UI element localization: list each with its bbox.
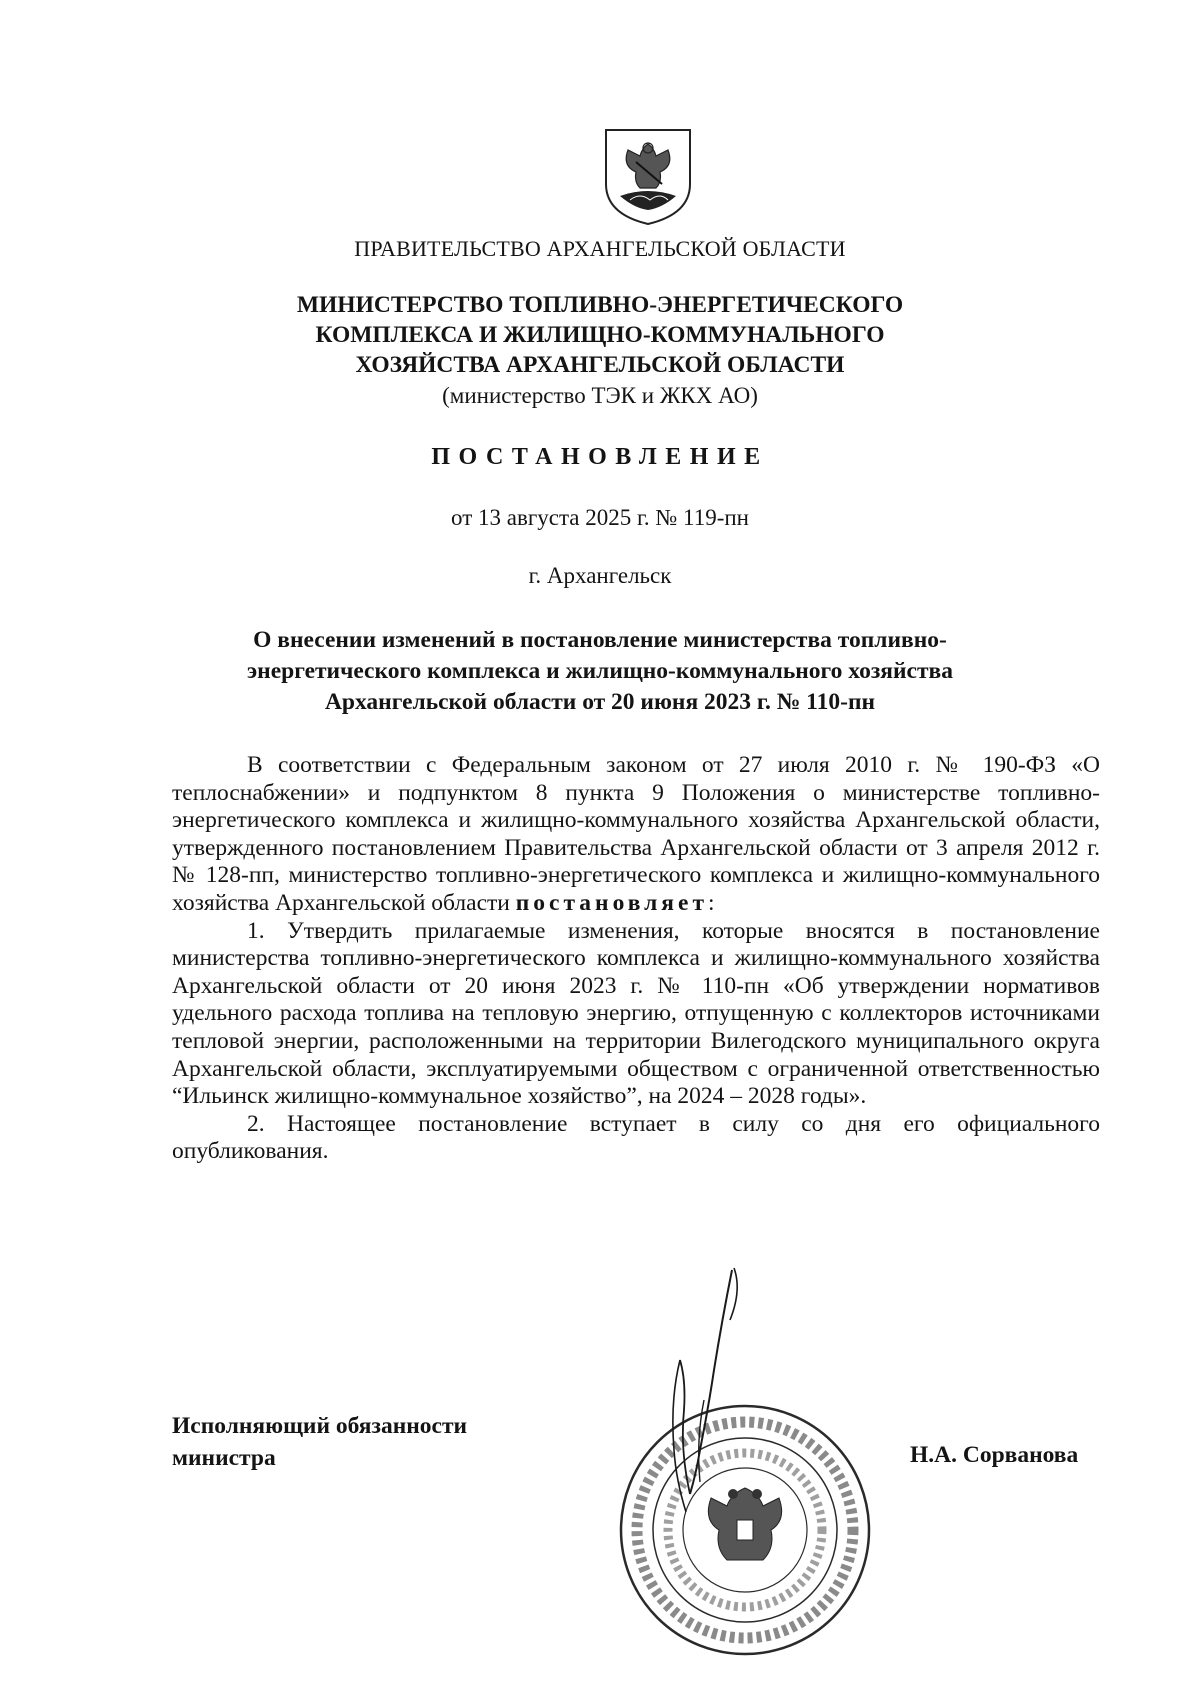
document-subject [0, 625, 1200, 718]
subject-line: Архангельской области от 20 июня 2023 г. № 110-пн [324, 689, 876, 715]
resolves-word: постановляет [515, 889, 708, 916]
document-city: г. Архангельск [528, 563, 672, 588]
signatory-name: Н.А. Сорванова [910, 1442, 1079, 1468]
signatory-position-line: Исполняющий обязанности [172, 1413, 468, 1439]
signatory-position-line: министра [172, 1445, 276, 1471]
document-body [172, 752, 1100, 1166]
government-name: ПРАВИТЕЛЬСТВО АРХАНГЕЛЬСКОЙ ОБЛАСТИ [354, 236, 846, 261]
ministry-name-line: КОМПЛЕКСА И ЖИЛИЩНО-КОММУНАЛЬНОГО [315, 322, 885, 348]
resolves-colon: : [708, 889, 715, 916]
handwritten-signature-icon [660, 1250, 770, 1550]
ministry-name-line: ХОЗЯЙСТВА АРХАНГЕЛЬСКОЙ ОБЛАСТИ [355, 352, 845, 378]
coat-of-arms-icon [600, 126, 696, 226]
preamble-paragraph [172, 752, 1100, 918]
subject-line: О внесении изменений в постановление министерства топливно- [253, 627, 947, 653]
document-date-number: от 13 августа 2025 г. № 119-пн [451, 505, 749, 530]
item-2-paragraph: 2. Настоящее постановление вступает в силу со дня его официального опубликования. [172, 1110, 1100, 1165]
signatory-position [172, 1410, 467, 1474]
ministry-name [0, 290, 1200, 380]
ministry-abbreviation: (министерство ТЭК и ЖКХ АО) [442, 383, 758, 408]
item-1-paragraph: 1. Утвердить прилагаемые изменения, которые вносятся в постановление министерства топливно-энергетического комплекса и жилищно-коммунального хозяйства Архангельской области от 20 июня 2023 г. № 110-пн «Об утверждении нормативов удельного расхода топлива на тепловую энергию, отпущенную с коллекторов источниками тепловой энергии, расположенными на территории Вилегодского муниципального округа Архангельской области, эксплуатируемыми обществом с ограниченной ответственностью “Ильинск жилищно-коммунальное хозяйство”, на 2024 – 2028 годы». [172, 917, 1100, 1110]
document-type: ПОСТАНОВЛЕНИЕ [431, 444, 769, 470]
preamble-text: В соответствии с Федеральным законом от 27 июля 2010 г. № 190-ФЗ «О теплоснабжении» и подпунктом 8 пункта 9 Положения о министерстве топливно-энергетического комплекса и жилищно-коммунального хозяйства Архангельской области, утвержденного постановлением Правительства Архангельской области от 3 апреля 2012 г. № 128-пп, министерство топливно-энергетического комплекса и жилищно-коммунального хозяйства Архангельской области [172, 752, 1100, 916]
ministry-name-line: МИНИСТЕРСТВО ТОПЛИВНО-ЭНЕРГЕТИЧЕСКОГО [296, 292, 904, 318]
subject-line: энергетического комплекса и жилищно-коммунального хозяйства [247, 658, 953, 684]
